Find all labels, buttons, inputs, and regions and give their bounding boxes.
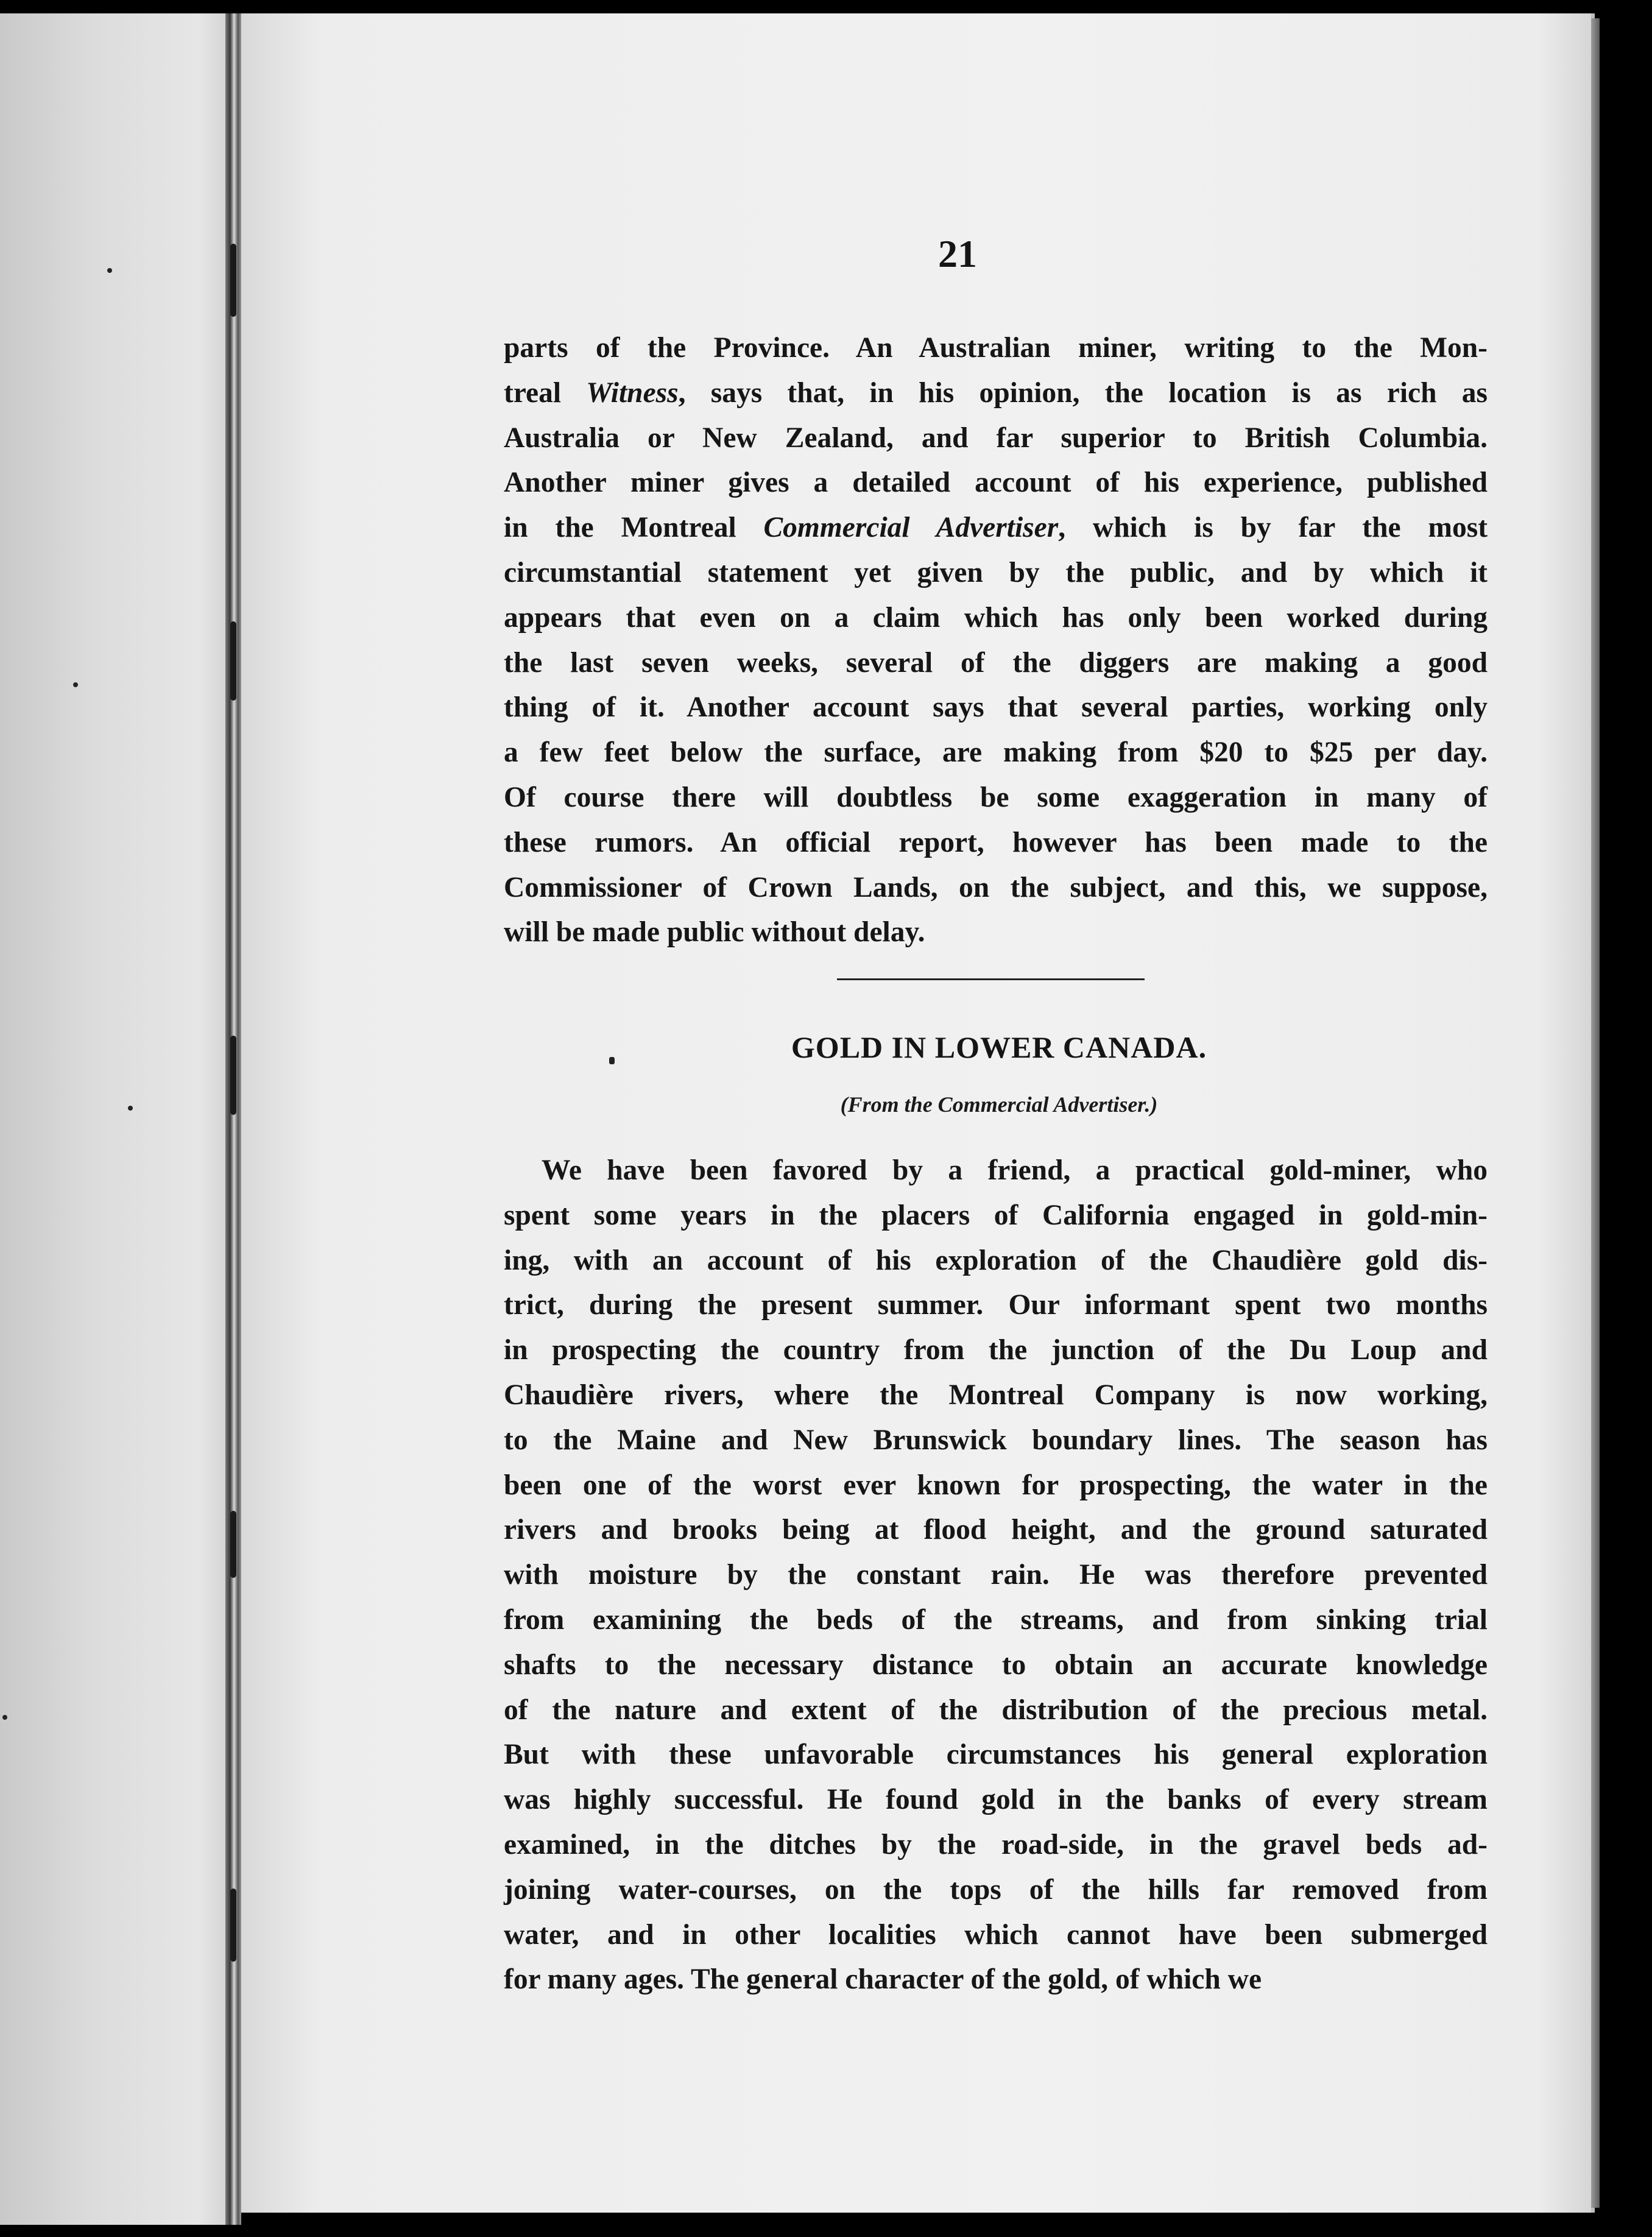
text-line: joining water-courses, on the tops of the hills far removed from <box>504 1873 1488 1906</box>
text-line: thing of it. Another account says that several parties, working only <box>504 691 1488 724</box>
text-line: been one of the worst ever known for prospecting, the water in the <box>504 1469 1488 1501</box>
text-line: We have been favored by a friend, a practical gold-miner, who <box>542 1154 1488 1186</box>
text-line: examined, in the ditches by the road-side, in the gravel beds ad- <box>504 1828 1488 1861</box>
text-line: rivers and brooks being at flood height, and the ground saturated <box>504 1514 1488 1546</box>
continuation-paragraph <box>504 326 1488 955</box>
article-source: (From the Commercial Advertiser.) <box>840 1092 1158 1117</box>
text-line: shafts to the necessary distance to obtain an accurate knowledge <box>504 1649 1488 1681</box>
text-line: appears that even on a claim which has only been worked during <box>504 601 1488 634</box>
scan-speck <box>128 1106 133 1111</box>
text-line: parts of the Province. An Australian miner, writing to the Mon- <box>504 332 1488 364</box>
text-line: was highly successful. He found gold in the banks of every stream <box>504 1784 1488 1816</box>
text-line: from examining the beds of the streams, and from sinking trial <box>504 1603 1488 1636</box>
text-line: the last seven weeks, several of the diggers are making a good <box>504 646 1488 679</box>
text-line: in the Montreal Commercial Advertiser, which is by far the most <box>504 512 1488 544</box>
text-line: treal Witness, says that, in his opinion, the location is as rich as <box>504 376 1488 409</box>
text-line: Australia or New Zealand, and far superior to British Columbia. <box>504 422 1488 454</box>
text-line: spent some years in the placers of California engaged in gold-min- <box>504 1199 1488 1231</box>
italic-title: Witness <box>586 376 679 409</box>
text-line: Commissioner of Crown Lands, on the subject, and this, we suppose, <box>504 871 1488 903</box>
text-line: a few feet below the surface, are making from $20 to $25 per day. <box>504 737 1488 769</box>
text-line: in prospecting the country from the junction of the Du Loup and <box>504 1334 1488 1366</box>
scan-speck <box>107 268 112 273</box>
text-line: trict, during the present summer. Our informant spent two months <box>504 1289 1488 1321</box>
text-line: Another miner gives a detailed account of his experience, published <box>504 467 1488 499</box>
binding-thread <box>230 621 236 701</box>
scan-speck <box>609 1057 615 1064</box>
scan-speck <box>73 682 78 687</box>
text-line: for many ages. The general character of the gold, of which we <box>504 1963 1262 1996</box>
text-line: Chaudière rivers, where the Montreal Company is now working, <box>504 1379 1488 1411</box>
italic-title: Commercial Advertiser <box>763 512 1059 544</box>
text-line: with moisture by the constant rain. He was therefore prevented <box>504 1559 1488 1591</box>
section-divider <box>837 978 1145 980</box>
scan-speck <box>2 1715 7 1720</box>
text-line: water, and in other localities which cannot have been submerged <box>504 1918 1488 1951</box>
text-line: Of course there will doubtless be some exaggeration in many of <box>504 781 1488 813</box>
binding-thread <box>230 1889 236 1962</box>
article-heading: GOLD IN LOWER CANADA. <box>791 1030 1207 1064</box>
text-line: But with these unfavorable circumstances his general exploration <box>504 1739 1488 1771</box>
left-page-blank <box>0 13 235 2225</box>
article-paragraph <box>504 1148 1488 2002</box>
binding-thread <box>230 1036 236 1115</box>
page-edge <box>1591 18 1600 2208</box>
text-line: ing, with an account of his exploration of the Chaudière gold dis- <box>504 1244 1488 1276</box>
text-line: circumstantial statement yet given by the public, and by which it <box>504 556 1488 588</box>
text-line: will be made public without delay. <box>504 916 925 949</box>
text-line: these rumors. An official report, however has been made to the <box>504 826 1488 858</box>
text-line: to the Maine and New Brunswick boundary lines. The season has <box>504 1424 1488 1456</box>
page-number: 21 <box>938 232 977 275</box>
text-line: of the nature and extent of the distribution of the precious metal. <box>504 1694 1488 1726</box>
binding-thread <box>230 244 236 317</box>
binding-thread <box>230 1511 236 1578</box>
